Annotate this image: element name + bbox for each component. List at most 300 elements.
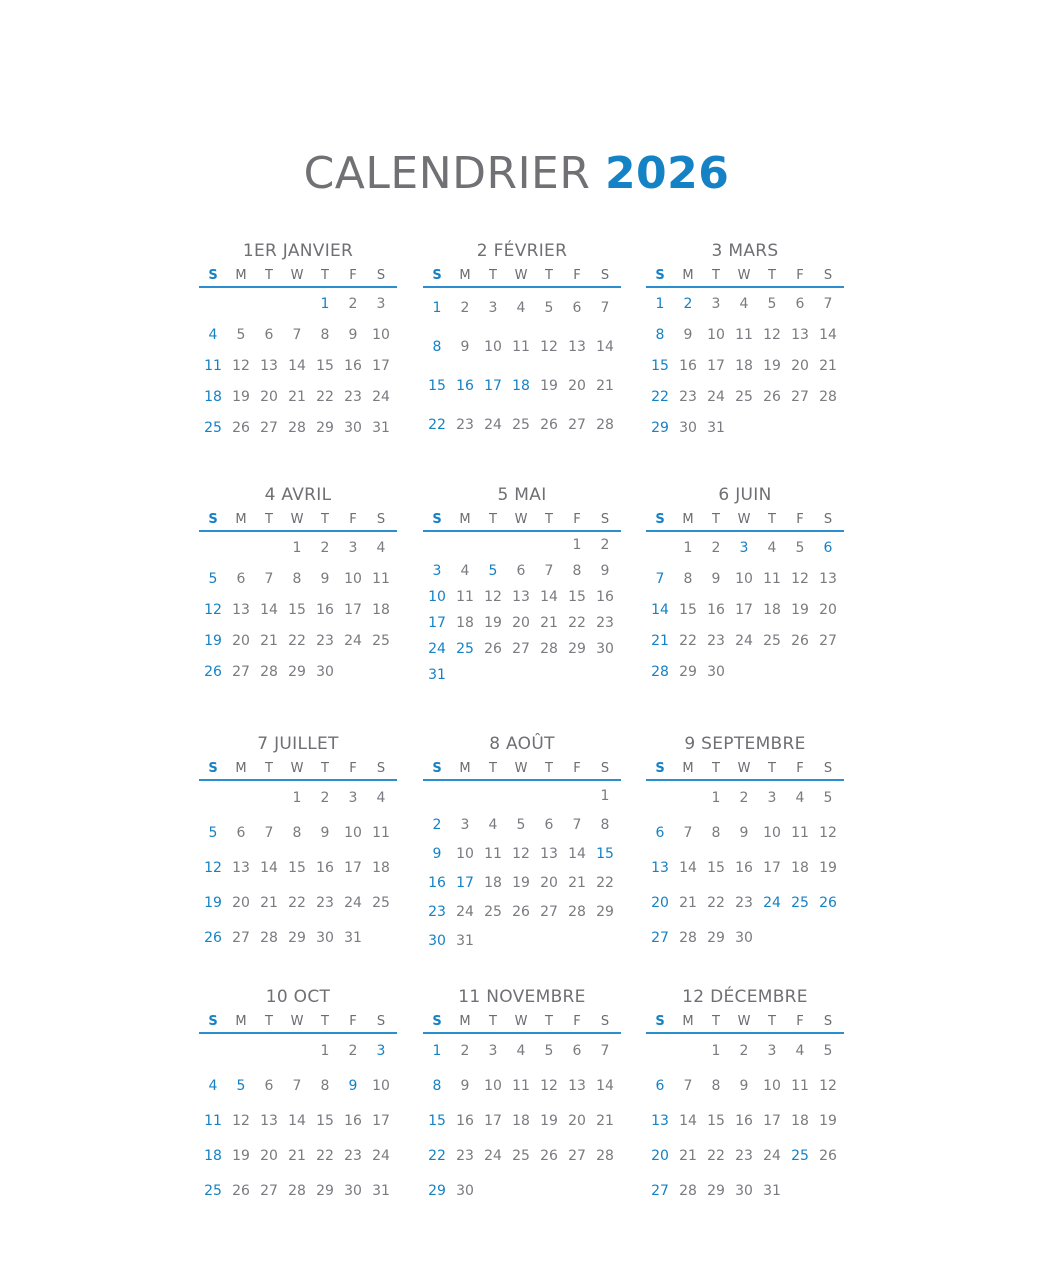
month-title: 6 JUIN [718,485,772,505]
day-cell: 30 [735,929,753,946]
day-cell: 24 [707,389,725,406]
week-row [646,571,844,587]
month-days [199,288,397,444]
day-cell: 6 [655,1078,665,1095]
week-row [646,602,844,618]
day-cell: 15 [316,1112,334,1129]
weekday-header [199,508,397,532]
day-cell: 26 [232,420,250,437]
day-cell: 6 [236,570,246,587]
day-cell: 26 [540,416,558,433]
day-cell: 20 [568,377,586,394]
weekday-label: T [712,267,720,283]
month-block [423,731,621,955]
day-cell: 7 [655,570,665,587]
day-cell: 2 [739,790,749,807]
weekday-label: S [600,760,610,776]
week-row [646,296,844,312]
day-cell: 26 [232,1182,250,1199]
day-cell: 19 [484,615,502,631]
day-cell: 19 [791,601,809,618]
week-row [423,537,621,553]
weekday-label: M [459,511,471,527]
day-cell: 21 [679,894,697,911]
day-cell: 17 [344,859,362,876]
day-cell: 17 [763,1112,781,1129]
day-cell: 15 [316,357,334,374]
day-cell: 16 [456,377,474,394]
day-cell: 3 [767,1043,777,1060]
day-cell: 29 [568,641,586,657]
day-cell: 24 [484,416,502,433]
day-cell: 6 [572,299,582,316]
day-cell: 1 [711,790,721,807]
day-cell: 5 [236,326,246,343]
day-cell: 18 [791,859,809,876]
day-cell: 25 [735,389,753,406]
day-cell: 13 [651,859,669,876]
week-row [423,589,621,605]
month-days [423,532,621,688]
weekday-label: S [823,267,833,283]
day-cell: 29 [679,664,697,681]
day-cell: 29 [596,903,614,920]
weekday-label: S [655,267,665,283]
day-cell: 20 [512,615,530,631]
day-cell: 9 [348,326,358,343]
week-row [423,300,621,316]
weekday-label: T [321,267,329,283]
week-row [199,327,397,343]
day-cell: 6 [572,1043,582,1060]
week-row [423,933,621,949]
month-block [646,984,844,1208]
day-cell: 22 [316,1147,334,1164]
day-cell: 30 [344,1182,362,1199]
weekday-label: S [376,1013,386,1029]
day-cell: 5 [544,299,554,316]
day-cell: 19 [204,633,222,650]
weekday-label: W [514,511,528,527]
day-cell: 5 [236,1078,246,1095]
day-cell: 4 [376,790,386,807]
week-row [423,846,621,862]
week-row [423,378,621,394]
day-cell: 20 [568,1112,586,1129]
week-row [199,1148,397,1164]
day-cell: 12 [819,825,837,842]
day-cell: 12 [204,859,222,876]
day-cell: 5 [208,570,218,587]
day-cell: 3 [488,1043,498,1060]
weekday-label: S [376,511,386,527]
day-cell: 12 [232,1112,250,1129]
day-cell: 4 [208,1078,218,1095]
month-days [423,781,621,955]
day-cell: 6 [823,539,833,556]
day-cell: 21 [288,1147,306,1164]
day-cell: 9 [739,825,749,842]
day-cell: 28 [288,1182,306,1199]
day-cell: 18 [791,1112,809,1129]
weekday-label: S [208,511,218,527]
day-cell: 31 [428,667,446,683]
day-cell: 5 [795,539,805,556]
day-cell: 13 [232,859,250,876]
day-cell: 27 [651,1182,669,1199]
week-row [423,1078,621,1094]
day-cell: 19 [819,1112,837,1129]
week-row [199,389,397,405]
week-row [646,825,844,841]
day-cell: 16 [596,589,614,605]
weekday-label: W [290,511,304,527]
day-cell: 19 [512,874,530,891]
weekday-label: T [545,760,553,776]
week-row [423,1043,621,1059]
day-cell: 16 [456,1112,474,1129]
day-cell: 21 [596,1112,614,1129]
day-cell: 4 [767,539,777,556]
day-cell: 21 [260,633,278,650]
weekday-label: S [376,760,386,776]
day-cell: 26 [819,894,837,911]
day-cell: 25 [763,633,781,650]
day-cell: 13 [791,326,809,343]
day-cell: 13 [540,845,558,862]
day-cell: 23 [735,1147,753,1164]
day-cell: 27 [232,664,250,681]
week-row [423,817,621,833]
day-cell: 14 [568,845,586,862]
day-cell: 26 [791,633,809,650]
week-row [646,1078,844,1094]
day-cell: 9 [600,563,610,579]
day-cell: 29 [288,929,306,946]
day-cell: 22 [428,1147,446,1164]
day-cell: 12 [512,845,530,862]
day-cell: 14 [679,859,697,876]
day-cell: 4 [516,1043,526,1060]
day-cell: 16 [344,357,362,374]
day-cell: 28 [260,664,278,681]
week-row [423,875,621,891]
day-cell: 14 [596,338,614,355]
day-cell: 22 [428,416,446,433]
weekday-label: F [573,1013,581,1029]
day-cell: 13 [232,601,250,618]
weekday-label: F [573,511,581,527]
month-block [199,984,397,1208]
day-cell: 12 [204,601,222,618]
month-title: 9 SEPTEMBRE [684,734,806,754]
day-cell: 27 [819,633,837,650]
day-cell: 20 [651,894,669,911]
weekday-label: M [682,1013,694,1029]
day-cell: 4 [795,1043,805,1060]
weekday-label: T [712,760,720,776]
week-row [423,339,621,355]
day-cell: 28 [288,420,306,437]
day-cell: 15 [428,1112,446,1129]
day-cell: 8 [432,338,442,355]
day-cell: 10 [735,570,753,587]
week-row [199,571,397,587]
day-cell: 23 [456,416,474,433]
day-cell: 1 [600,787,610,804]
day-cell: 9 [432,845,442,862]
day-cell: 10 [484,1078,502,1095]
day-cell: 11 [204,1112,222,1129]
day-cell: 28 [596,416,614,433]
day-cell: 23 [428,903,446,920]
day-cell: 4 [376,539,386,556]
day-cell: 31 [763,1182,781,1199]
weekday-label: S [208,760,218,776]
weekday-header [646,757,844,781]
day-cell: 28 [568,903,586,920]
day-cell: 11 [791,825,809,842]
title-year: 2026 [604,148,730,199]
day-cell: 11 [456,589,474,605]
week-row [199,664,397,680]
weekday-label: M [682,760,694,776]
day-cell: 13 [651,1112,669,1129]
day-cell: 11 [512,338,530,355]
week-row [423,615,621,631]
weekday-label: T [489,760,497,776]
day-cell: 3 [432,563,442,579]
weekday-label: T [265,267,273,283]
day-cell: 30 [456,1182,474,1199]
day-cell: 19 [232,389,250,406]
day-cell: 9 [739,1078,749,1095]
day-cell: 7 [683,1078,693,1095]
day-cell: 13 [512,589,530,605]
weekday-header [423,264,621,288]
day-cell: 22 [596,874,614,891]
day-cell: 10 [344,570,362,587]
day-cell: 24 [344,633,362,650]
day-cell: 26 [763,389,781,406]
week-row [199,1078,397,1094]
day-cell: 13 [819,570,837,587]
day-cell: 19 [540,377,558,394]
weekday-label: T [768,511,776,527]
day-cell: 29 [428,1182,446,1199]
day-cell: 5 [208,825,218,842]
day-cell: 22 [651,389,669,406]
week-row [199,296,397,312]
day-cell: 14 [679,1112,697,1129]
day-cell: 18 [735,357,753,374]
day-cell: 16 [735,1112,753,1129]
month-title: 4 AVRIL [264,485,332,505]
weekday-label: S [823,760,833,776]
weekday-label: T [489,267,497,283]
weekday-label: F [573,760,581,776]
weekday-label: S [432,1013,442,1029]
day-cell: 25 [204,420,222,437]
day-cell: 14 [288,357,306,374]
day-cell: 23 [344,389,362,406]
day-cell: 24 [456,903,474,920]
day-cell: 30 [316,664,334,681]
day-cell: 18 [484,874,502,891]
day-cell: 24 [484,1147,502,1164]
day-cell: 8 [292,825,302,842]
day-cell: 17 [484,1112,502,1129]
day-cell: 3 [739,539,749,556]
day-cell: 3 [376,1043,386,1060]
day-cell: 29 [288,664,306,681]
month-title: 10 OCT [265,987,331,1007]
day-cell: 9 [348,1078,358,1095]
weekday-label: T [489,1013,497,1029]
day-cell: 2 [460,299,470,316]
day-cell: 30 [344,420,362,437]
day-cell: 25 [512,1147,530,1164]
day-cell: 12 [540,1078,558,1095]
weekday-label: T [545,1013,553,1029]
weekday-label: F [349,267,357,283]
day-cell: 21 [679,1147,697,1164]
weekday-label: W [737,1013,751,1029]
day-cell: 28 [679,929,697,946]
day-cell: 21 [568,874,586,891]
day-cell: 6 [655,825,665,842]
day-cell: 8 [320,1078,330,1095]
week-row [646,790,844,806]
day-cell: 26 [204,929,222,946]
weekday-label: T [265,760,273,776]
day-cell: 23 [679,389,697,406]
week-row [199,860,397,876]
day-cell: 15 [596,845,614,862]
day-cell: 10 [763,825,781,842]
day-cell: 10 [372,1078,390,1095]
day-cell: 29 [651,420,669,437]
week-row [199,358,397,374]
day-cell: 8 [292,570,302,587]
day-cell: 25 [791,1147,809,1164]
weekday-label: M [682,267,694,283]
day-cell: 8 [320,326,330,343]
day-cell: 27 [540,903,558,920]
day-cell: 24 [428,641,446,657]
weekday-label: T [321,511,329,527]
month-title: 7 JUILLET [257,734,339,754]
day-cell: 10 [372,326,390,343]
day-cell: 25 [512,416,530,433]
day-cell: 2 [600,537,610,553]
month-title: 12 DÉCEMBRE [682,987,808,1007]
day-cell: 1 [683,539,693,556]
weekday-label: M [682,511,694,527]
weekday-label: M [459,267,471,283]
day-cell: 25 [791,894,809,911]
week-row [423,1148,621,1164]
day-cell: 15 [288,859,306,876]
day-cell: 27 [651,929,669,946]
day-cell: 23 [456,1147,474,1164]
day-cell: 29 [707,1182,725,1199]
weekday-label: T [768,267,776,283]
day-cell: 22 [288,633,306,650]
day-cell: 20 [540,874,558,891]
day-cell: 20 [232,633,250,650]
weekday-label: T [321,760,329,776]
day-cell: 30 [316,929,334,946]
month-block [646,731,844,955]
day-cell: 22 [316,389,334,406]
day-cell: 29 [316,420,334,437]
day-cell: 14 [596,1078,614,1095]
day-cell: 9 [460,338,470,355]
month-title: 3 MARS [711,241,779,261]
day-cell: 17 [344,601,362,618]
day-cell: 31 [707,420,725,437]
day-cell: 9 [320,570,330,587]
day-cell: 2 [432,816,442,833]
day-cell: 6 [795,295,805,312]
day-cell: 14 [540,589,558,605]
weekday-label: T [265,511,273,527]
day-cell: 9 [460,1078,470,1095]
day-cell: 5 [488,563,498,579]
day-cell: 16 [316,601,334,618]
day-cell: 18 [512,1112,530,1129]
day-cell: 6 [544,816,554,833]
weekday-header [423,1010,621,1034]
day-cell: 22 [568,615,586,631]
day-cell: 12 [232,357,250,374]
day-cell: 4 [739,295,749,312]
day-cell: 30 [596,641,614,657]
day-cell: 1 [292,539,302,556]
day-cell: 18 [372,859,390,876]
day-cell: 27 [260,1182,278,1199]
weekday-header [423,508,621,532]
day-cell: 6 [264,326,274,343]
month-title: 8 AOÛT [489,734,555,754]
day-cell: 28 [651,664,669,681]
day-cell: 3 [460,816,470,833]
day-cell: 22 [707,894,725,911]
day-cell: 27 [568,1147,586,1164]
day-cell: 8 [683,570,693,587]
weekday-label: W [290,760,304,776]
day-cell: 20 [260,1147,278,1164]
day-cell: 12 [540,338,558,355]
day-cell: 14 [260,859,278,876]
week-row [646,930,844,946]
day-cell: 9 [320,825,330,842]
day-cell: 26 [512,903,530,920]
day-cell: 1 [655,295,665,312]
weekday-label: W [290,1013,304,1029]
day-cell: 27 [791,389,809,406]
day-cell: 7 [264,825,274,842]
day-cell: 21 [540,615,558,631]
title-word: CALENDRIER [303,148,591,199]
weekday-label: T [545,511,553,527]
day-cell: 4 [208,326,218,343]
day-cell: 27 [260,420,278,437]
weekday-header [646,264,844,288]
week-row [423,788,621,804]
day-cell: 7 [544,563,554,579]
